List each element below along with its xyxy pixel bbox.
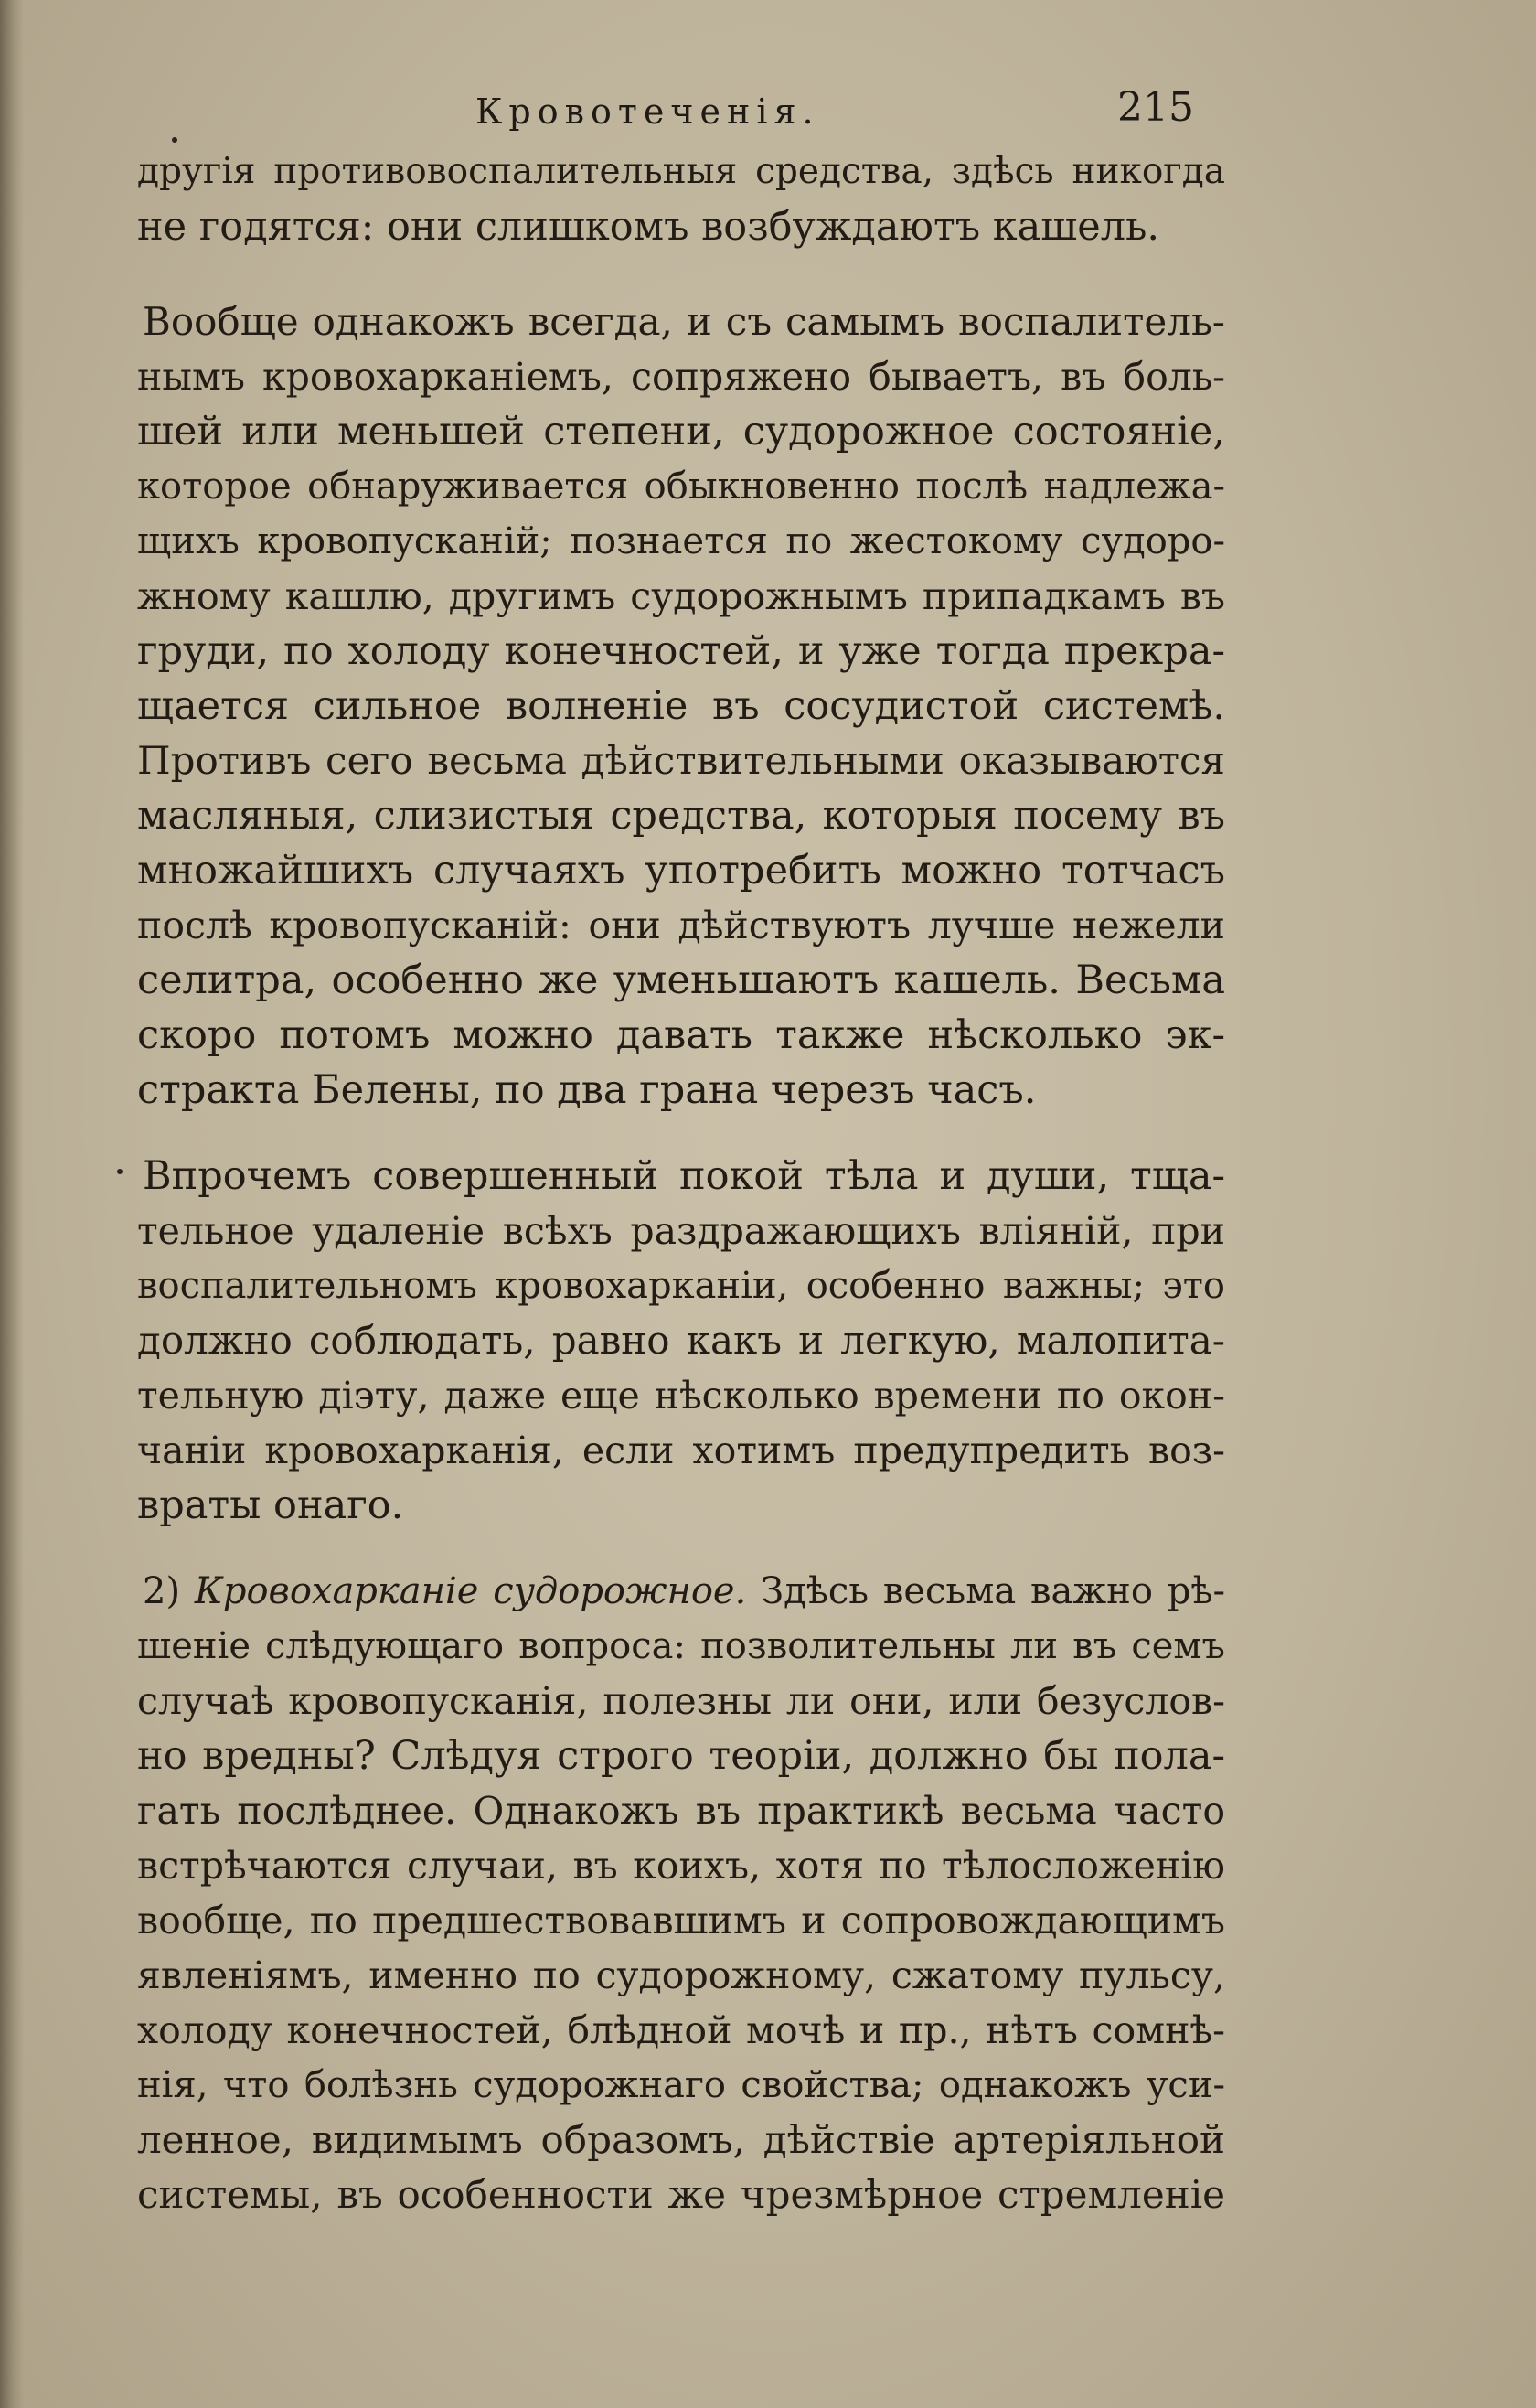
text-line: нія, что болѣзнь судорожнаго свойства; однакожъ уси- (137, 2064, 1225, 2106)
text-line: масляныя, слизистыя средства, которыя посему въ (137, 793, 1225, 839)
text-line: Впрочемъ совершенный покой тѣла и души, тща- (143, 1153, 1225, 1199)
text-line: другія противовоспалительныя средства, здѣсь никогда (137, 151, 1225, 192)
text-line: Противъ сего весьма дѣйствительными оказываются (137, 738, 1225, 783)
text-line: шеніе слѣдующаго вопроса: позволительны ли въ семъ (137, 1625, 1225, 1667)
text-line: жному кашлю, другимъ судорожнымъ припадкамъ въ (137, 574, 1225, 618)
text-line: гать послѣднее. Однакожъ въ практикѣ весьма часто (137, 1789, 1225, 1833)
page-header (0, 84, 1536, 148)
section-first-line-rest: Здѣсь весьма важно рѣ- (746, 1570, 1225, 1612)
text-line: скоро потомъ можно давать также нѣсколько эк- (137, 1012, 1225, 1058)
text-line: Вообще однакожъ всегда, и съ самымъ воспалитель- (143, 299, 1225, 344)
text-line: щается сильное волненіе въ сосудистой системѣ. (137, 683, 1225, 729)
text-line: множайшихъ случаяхъ употребить можно тотчасъ (137, 848, 1225, 894)
page-binding-edge (0, 0, 24, 2408)
paragraph-continuation (137, 144, 1225, 254)
text-line: но вредны? Слѣдуя строго теоріи, должно бы пола- (137, 1733, 1225, 1779)
text-line: шей или меньшей степени, судорожное состояніе, (137, 409, 1225, 455)
paragraph-spasmodic-state (137, 294, 1225, 1118)
paragraph-gap (137, 254, 1225, 294)
paragraph-gap (137, 1118, 1225, 1149)
text-line-section-start (137, 1564, 1225, 1619)
body-text (137, 144, 1225, 2222)
text-line: ленное, видимымъ образомъ, дѣйствіе артеріяльной (137, 2117, 1225, 2162)
text-line: системы, въ особенности же чрезмѣрное стремленіе (137, 2172, 1225, 2217)
text-line: вообще, по предшествовавшимъ и сопровождающимъ (137, 1899, 1225, 1942)
text-line: нымъ кровохарканіемъ, сопряжено бываетъ, въ боль- (137, 355, 1225, 399)
paragraph-spasmodic-haemoptysis (137, 1564, 1225, 2222)
running-title: Кровотеченія. (475, 91, 820, 132)
section-term: Кровохарканіе судорожное. (194, 1570, 747, 1612)
text-line: стракта Белены, по два грана черезъ часъ. (137, 1067, 1037, 1113)
text-line: явленіямъ, именно по судорожному, сжатому пульсу, (137, 1953, 1225, 1997)
paragraph-gap (137, 1533, 1225, 1564)
text-line: послѣ кровопусканій: они дѣйствуютъ лучше нежели (137, 904, 1225, 947)
text-line: не годятся: они слишкомъ возбуждаютъ кашель. (137, 204, 1160, 250)
ink-speck (117, 1169, 123, 1174)
text-line: тельное удаленіе всѣхъ раздражающихъ вліяній, при (137, 1209, 1225, 1253)
text-line: тельную діэту, даже еще нѣсколько времени по окон- (137, 1374, 1225, 1418)
text-line: случаѣ кровопусканія, полезны ли они, или безуслов- (137, 1679, 1225, 1723)
text-line: воспалительномъ кровохарканіи, особенно важны; это (137, 1265, 1225, 1307)
text-line: которое обнаруживается обыкновенно послѣ надлежа- (137, 466, 1225, 508)
text-line: встрѣчаются случаи, въ коихъ, хотя по тѣлосложенію (137, 1844, 1225, 1888)
text-line: щихъ кровопусканій; познается по жестокому судоро- (137, 520, 1225, 562)
text-line: чаніи кровохарканія, если хотимъ предупредить воз- (137, 1429, 1225, 1472)
text-line: враты онаго. (137, 1482, 404, 1528)
section-label: 2) (143, 1570, 195, 1612)
text-line: холоду конечностей, блѣдной мочѣ и пр., нѣтъ сомнѣ- (137, 2008, 1225, 2052)
ink-speck (172, 137, 177, 143)
text-line: селитра, особенно же уменьшаютъ кашель. Весьма (137, 958, 1225, 1003)
page-number: 215 (1117, 84, 1194, 131)
paragraph-rest-and-diet (137, 1149, 1225, 1533)
text-line: должно соблюдать, равно какъ и легкую, малопита- (137, 1318, 1225, 1363)
text-line: груди, по холоду конечностей, и уже тогда прекра- (137, 628, 1225, 674)
